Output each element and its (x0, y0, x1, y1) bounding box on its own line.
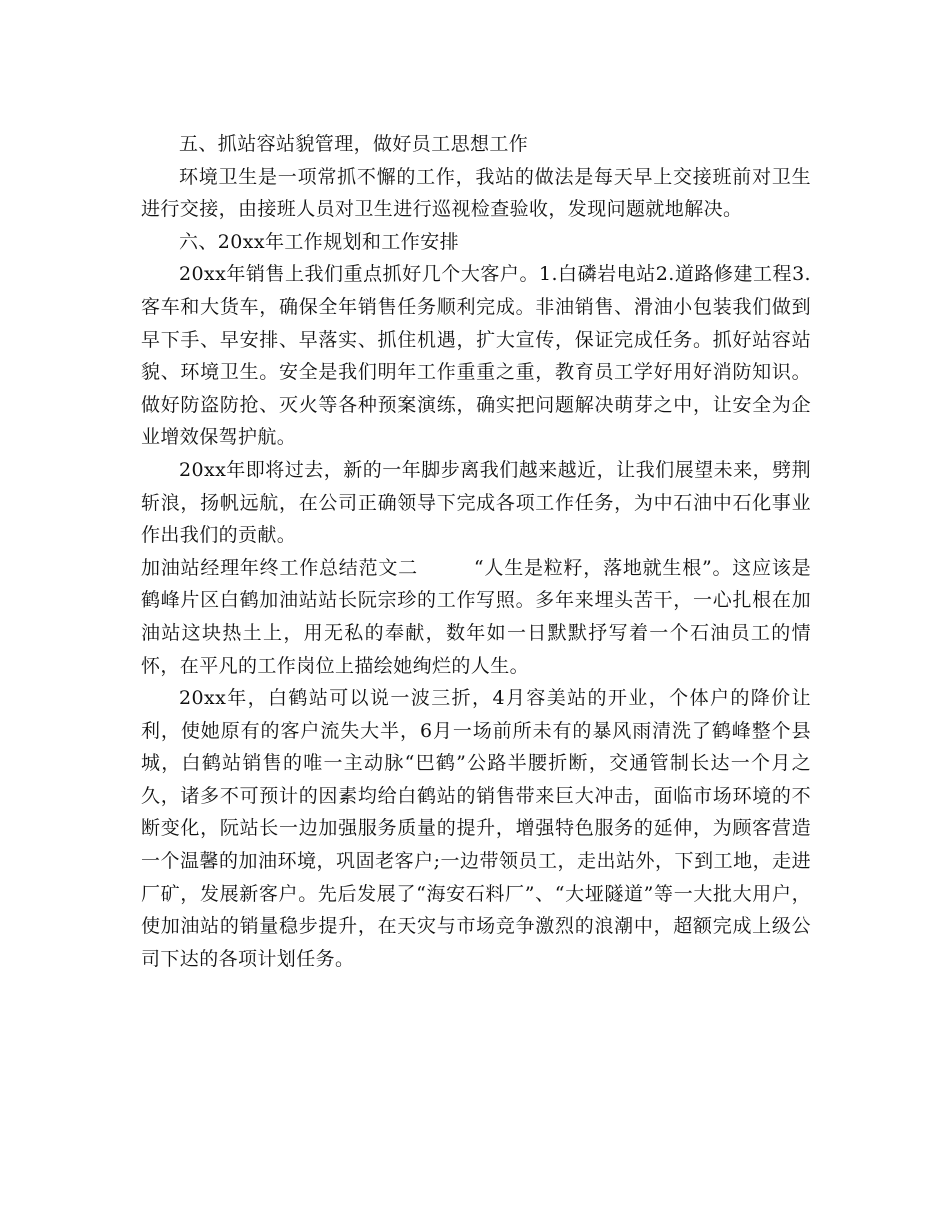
section-5-heading: 五、抓站容站貌管理，做好员工思想工作 (179, 133, 529, 155)
closing-paragraph: 20xx年即将过去，新的一年脚步离我们越来越近，让我们展望未来，劈荆斩浪，扬帆远航，在公司正确领导下完成各项工作任务，为中石油中石化事业作出我们的贡献。 (141, 458, 811, 547)
section-5-paragraph: 环境卫生是一项常抓不懈的工作，我站的做法是每天早上交接班前对卫生进行交接，由接班人员对卫生进行巡视检查验收，发现问题就地解决。 (141, 165, 811, 221)
article-2-title: 加油站经理年终工作总结范文二 (141, 556, 418, 579)
section-6-paragraph: 20xx年销售上我们重点抓好几个大客户。1.白磷岩电站2.道路修建工程3.客车和大货车，确保全年销售任务顺利完成。非油销售、滑油小包装我们做到早下手、早安排、早落实、抓住机遇，扩大宣传，保证完成任务。抓好站容站貌、环境卫生。安全是我们明年工作重重之重，教育员工学好用好消防知识。做好防盗防抢、灭火等各种预案演练，确实把问题解决萌芽之中，让安全为企业增效保驾护航。 (141, 263, 811, 449)
article-2-body-paragraph: 20xx年，白鹤站可以说一波三折，4月容美站的开业，个体户的降价让利，使她原有的客户流失大半，6月一场前所未有的暴风雨清洗了鹤峰整个县城，白鹤站销售的唯一主动脉“巴鹤”公路半腰折断，交通管制长达一个月之久，诸多不可预计的因素均给白鹤站的销售带来巨大冲击，面临市场环境的不断变化，阮站长一边加强服务质量的提升，增强特色服务的延伸，为顾客营造一个温馨的加油环境，巩固老客户;一边带领员工，走出站外，下到工地，走进厂矿，发展新客户。先后发展了“海安石料厂”、“大垭隧道”等一大批大用户，使加油站的销量稳步提升，在天灾与市场竞争激烈的浪潮中，超额完成上级公司下达的各项计划任务。 (141, 687, 811, 970)
section-6-heading: 六、20xx年工作规划和工作安排 (179, 230, 460, 253)
article-2-intro-paragraph (141, 552, 811, 682)
document-body (141, 128, 811, 975)
article-2-intro: “人生是粒籽，落地就生根”。这应该是鹤峰片区白鹤加油站站长阮宗珍的工作写照。多年来埋头苦干，一心扎根在加油站这块热土上，用无私的奉献，数年如一日默默抒写着一个石油员工的情怀，在平凡的工作岗位上描绘她绚烂的人生。 (141, 556, 811, 677)
